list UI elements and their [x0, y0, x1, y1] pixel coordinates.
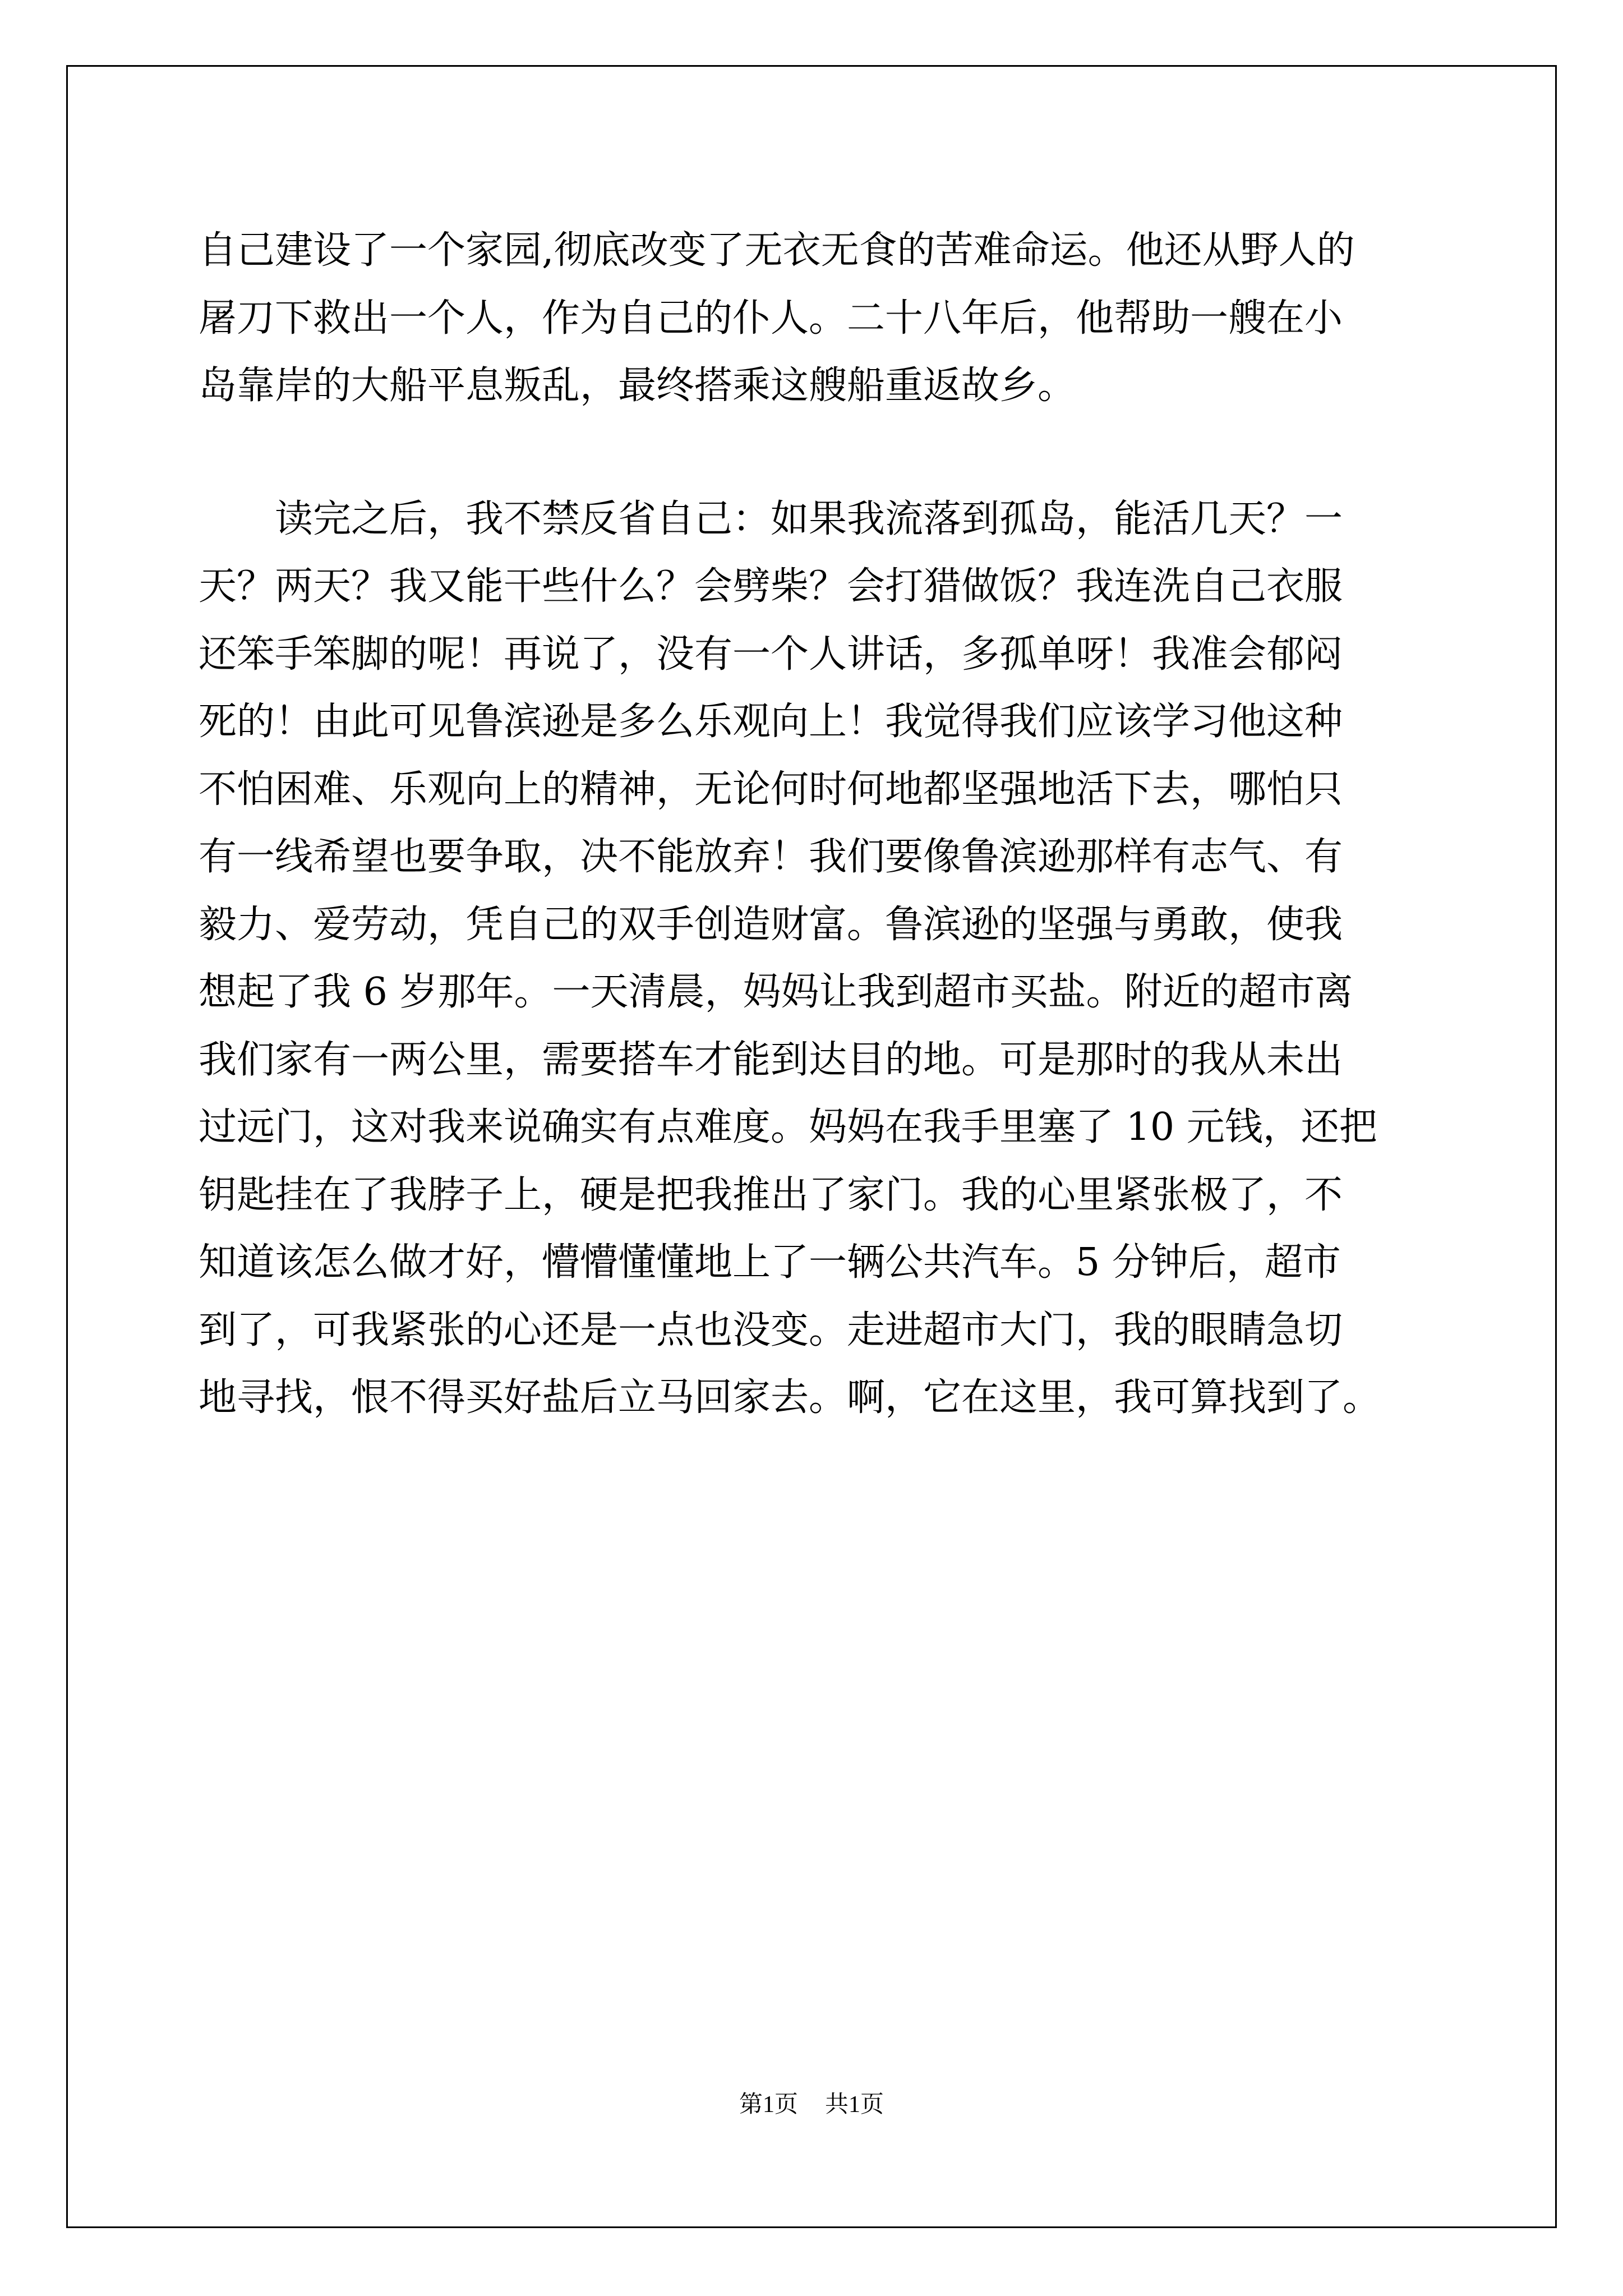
- page-number-current: 第1页: [739, 2092, 798, 2118]
- text-line: 屠刀下救出一个人，作为自己的仆人。二十八年后，他帮助一艘在小: [199, 296, 1343, 341]
- text-line: 不怕困难、乐观向上的精神，无论何时何地都坚强地活下去，哪怕只: [199, 767, 1343, 812]
- text-line: 岛靠岸的大船平息叛乱，最终搭乘这艘船重返故乡。: [199, 364, 1076, 408]
- text-line: 地寻找，恨不得买好盐后立马回家去。啊，它在这里，我可算找到了。: [199, 1375, 1381, 1420]
- text-line: 有一线希望也要争取，决不能放弃！我们要像鲁滨逊那样有志气、有: [199, 835, 1343, 879]
- text-line: 自己建设了一个家园,彻底改变了无衣无食的苦难命运。他还从野人的: [199, 228, 1355, 273]
- text-line: 天？两天？我又能干些什么？会劈柴？会打猎做饭？我连洗自己衣服: [199, 564, 1343, 609]
- text-line: 死的！由此可见鲁滨逊是多么乐观向上！我觉得我们应该学习他这种: [199, 700, 1343, 744]
- text-line: 过远门，这对我来说确实有点难度。妈妈在我手里塞了 10 元钱，还把: [199, 1105, 1377, 1149]
- paragraph-2: [199, 486, 1432, 1432]
- text-line: 想起了我 6 岁那年。一天清晨，妈妈让我到超市买盐。附近的超市离: [199, 970, 1353, 1014]
- text-line: 钥匙挂在了我脖子上，硬是把我推出了家门。我的心里紧张极了，不: [199, 1172, 1343, 1217]
- paragraph-1: [199, 217, 1432, 420]
- document-body: [199, 217, 1432, 1432]
- text-line: 我们家有一两公里，需要搭车才能到达目的地。可是那时的我从未出: [199, 1037, 1343, 1082]
- page-footer: [0, 2086, 1623, 2119]
- text-line: 毅力、爱劳动，凭自己的双手创造财富。鲁滨逊的坚强与勇敢，使我: [199, 902, 1343, 947]
- text-line: 知道该怎么做才好，懵懵懂懂地上了一辆公共汽车。5 分钟后，超市: [199, 1240, 1341, 1285]
- text-line: 读完之后，我不禁反省自己：如果我流落到孤岛，能活几天？一: [199, 496, 1343, 541]
- page-number-total: 共1页: [825, 2092, 884, 2118]
- text-line: 到了，可我紧张的心还是一点也没变。走进超市大门，我的眼睛急切: [199, 1308, 1343, 1352]
- paragraph-spacer: [199, 420, 1432, 486]
- text-line: 还笨手笨脚的呢！再说了，没有一个人讲话，多孤单呀！我准会郁闷: [199, 632, 1343, 677]
